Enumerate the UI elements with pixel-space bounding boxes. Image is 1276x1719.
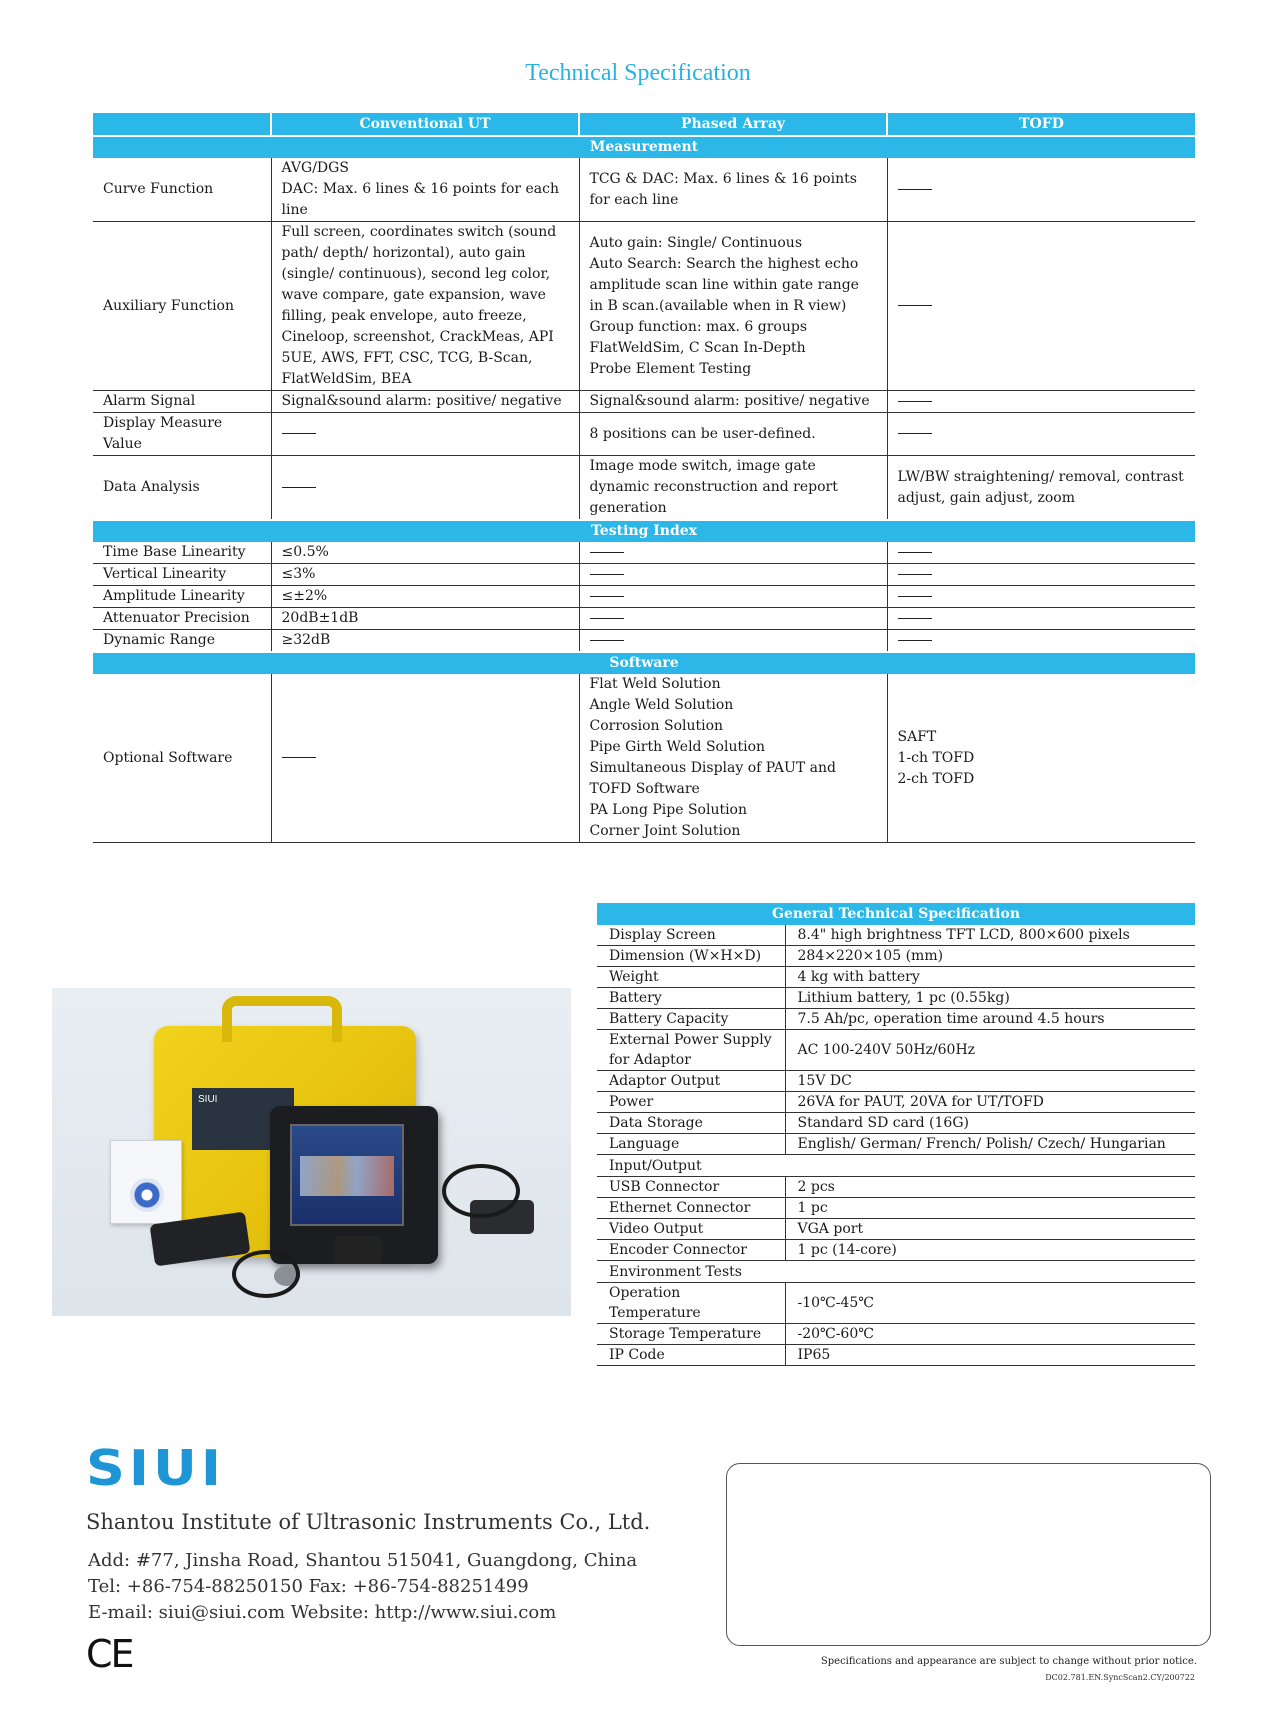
table-row [597,1134,1195,1155]
row-label [93,391,271,413]
spec-label: IP Code [597,1345,785,1366]
dash-placeholder [898,401,932,402]
spec-value: Standard SD card (16G) [785,1113,1195,1134]
cell-text: Auto gain: Single/ Continuous Auto Search: Search the highest echo amplitude scan line within gate range in B scan.(available when in R view) Group function: max. 6 groups FlatWeldSim, C Scan In-Depth Probe Element Testing [589,234,859,377]
disclaimer: Specifications and appearance are subject to change without prior notice. [820,1656,1197,1667]
cell-pa [579,158,887,222]
cell-pa [579,542,887,564]
cell-tofd [887,586,1195,608]
spec-value: IP65 [785,1345,1195,1366]
spec-table-header [93,113,1195,136]
row-label-text: Curve Function [103,181,214,197]
table-row [597,1198,1195,1219]
dash-placeholder [282,757,316,758]
cell-text: ≤0.5% [281,544,329,560]
row-label [93,608,271,630]
section-header-row [93,136,1195,158]
table-row [93,630,1195,653]
cell-tofd [887,630,1195,653]
row-label-text: Auxiliary Function [103,297,234,314]
section-header-row [93,652,1195,674]
general-table-title: General Technical Specification [597,903,1195,925]
dash-placeholder [898,574,932,575]
table-row [597,1009,1195,1030]
spec-label: USB Connector [597,1177,785,1198]
cell-ut [271,413,579,456]
table-row [597,946,1195,967]
cell-tofd [887,456,1195,521]
product-photo [52,988,571,1316]
cell-ut [271,542,579,564]
column-header [93,113,271,136]
cell-ut [271,158,579,222]
table-row [93,674,1195,843]
table-row [597,1092,1195,1113]
table-row [597,925,1195,946]
tel-fax: Tel: +86-754-88250150 Fax: +86-754-88251499 [88,1576,529,1597]
cell-ut [271,222,579,391]
page-title: Technical Specification [525,60,751,86]
spec-value: 1 pc (14-core) [785,1240,1195,1261]
dash-placeholder [590,574,624,575]
dash-placeholder [590,596,624,597]
table-row [597,988,1195,1009]
section-title: Measurement [93,136,1195,158]
dash-placeholder [898,552,932,553]
cell-pa [579,586,887,608]
case-handle [222,996,342,1042]
cell-tofd [887,413,1195,456]
table-row [93,158,1195,222]
cell-ut [271,456,579,521]
cell-text: Signal&sound alarm: positive/ negative [589,393,870,409]
spec-value: English/ German/ French/ Polish/ Czech/ Hungarian [785,1134,1195,1155]
row-label-text: Amplitude Linearity [103,588,245,604]
row-label [93,674,271,843]
dash-placeholder [590,640,624,641]
spec-value: 7.5 Ah/pc, operation time around 4.5 hours [785,1009,1195,1030]
cell-text: Image mode switch, image gate dynamic reconstruction and report generation [589,458,838,516]
row-label [93,630,271,653]
spec-label: Power [597,1092,785,1113]
spec-value: -20℃-60℃ [785,1324,1195,1345]
row-label-text: Time Base Linearity [103,544,246,560]
cell-tofd [887,158,1195,222]
case-label: SIUI [192,1088,294,1150]
dash-placeholder [282,433,316,434]
dash-placeholder [898,433,932,434]
cell-pa [579,456,887,521]
row-label-text: Attenuator Precision [103,610,250,626]
cell-pa [579,630,887,653]
row-label [93,222,271,391]
contact-info [88,1548,637,1626]
column-header: TOFD [887,113,1195,136]
dash-placeholder [590,552,624,553]
distributor-stamp-box [726,1463,1211,1646]
technical-spec-table [93,113,1195,843]
column-header: Phased Array [579,113,887,136]
row-label-text: Vertical Linearity [103,566,227,582]
dash-placeholder [898,640,932,641]
spec-value: 15V DC [785,1071,1195,1092]
cell-text: Signal&sound alarm: positive/ negative [281,393,562,409]
spec-label: Encoder Connector [597,1240,785,1261]
spec-value: 1 pc [785,1198,1195,1219]
spec-value: 284×220×105 (mm) [785,946,1195,967]
cell-ut [271,564,579,586]
cell-pa [579,608,887,630]
row-label [93,158,271,222]
spec-label: Weight [597,967,785,988]
cell-pa [579,674,887,843]
group-label: Environment Tests [597,1261,1195,1283]
cell-ut [271,630,579,653]
table-row [597,1345,1195,1366]
group-label: Input/Output [597,1155,1195,1177]
dash-placeholder [898,305,932,306]
cell-ut [271,674,579,843]
spec-label: Battery [597,988,785,1009]
table-row [597,967,1195,988]
cell-text: TCG & DAC: Max. 6 lines & 16 points for each line [589,170,857,208]
spec-value: 8.4" high brightness TFT LCD, 800×600 pixels [785,925,1195,946]
spec-label: Data Storage [597,1113,785,1134]
cell-text: SAFT 1-ch TOFD 2-ch TOFD [897,728,975,787]
cell-tofd [887,608,1195,630]
table-row [93,608,1195,630]
cell-tofd [887,542,1195,564]
row-label-text: Display Measure Value [103,415,223,452]
spec-value: VGA port [785,1219,1195,1240]
spec-label: Language [597,1134,785,1155]
section-header-row [93,520,1195,542]
table-row [597,1113,1195,1134]
cell-pa [579,564,887,586]
cell-tofd [887,391,1195,413]
cell-ut [271,586,579,608]
row-label-text: Optional Software [103,749,233,766]
cell-pa [579,391,887,413]
table-row [93,542,1195,564]
general-table-header [597,903,1195,925]
row-label [93,586,271,608]
dash-placeholder [282,487,316,488]
table-row [597,1030,1195,1071]
spec-label: Display Screen [597,925,785,946]
cell-text: AVG/DGS DAC: Max. 6 lines & 16 points for each line [281,160,560,218]
software-disc [130,1178,164,1212]
address: Add: #77, Jinsha Road, Shantou 515041, Guangdong, China [88,1550,638,1571]
ce-mark: CE [86,1632,133,1676]
cell-text: LW/BW straightening/ removal, contrast adjust, gain adjust, zoom [897,468,1184,506]
spec-label: Adaptor Output [597,1071,785,1092]
dash-placeholder [590,618,624,619]
cell-text: 8 positions can be user-defined. [589,425,816,442]
spec-value: 26VA for PAUT, 20VA for UT/TOFD [785,1092,1195,1113]
row-label [93,564,271,586]
dash-placeholder [898,618,932,619]
cell-tofd [887,674,1195,843]
table-row [597,1324,1195,1345]
cell-tofd [887,222,1195,391]
spec-label: Storage Temperature [597,1324,785,1345]
spec-value: -10℃-45℃ [785,1283,1195,1324]
dash-placeholder [898,596,932,597]
cell-text: Full screen, coordinates switch (sound path/ depth/ horizontal), auto gain (single/ continuous), second leg color, wave compare, gate expansion, wave filling, peak envelope, auto freeze, Cineloop, screenshot, CrackMeas, API 5UE, AWS, FFT, CSC, TCG, B-Scan, FlatWeldSim, BEA [281,224,557,387]
email-website: E-mail: siui@siui.com Website: http://www.siui.com [88,1602,557,1623]
cable-coil [442,1164,520,1218]
table-row [597,1240,1195,1261]
table-row [597,1219,1195,1240]
spec-label: Operation Temperature [597,1283,785,1324]
cell-ut [271,608,579,630]
column-header: Conventional UT [271,113,579,136]
general-spec-table [597,903,1195,1366]
spec-value: Lithium battery, 1 pc (0.55kg) [785,988,1195,1009]
table-row [597,1177,1195,1198]
spec-value: 4 kg with battery [785,967,1195,988]
device-screen [290,1124,404,1226]
spec-label: External Power Supply for Adaptor [597,1030,785,1071]
table-row [597,1071,1195,1092]
table-row [93,391,1195,413]
table-row [597,1283,1195,1324]
row-label [93,413,271,456]
row-label-text: Dynamic Range [103,632,216,648]
probe-block [334,1236,382,1264]
row-label-text: Alarm Signal [103,393,196,409]
row-label-text: Data Analysis [103,479,200,495]
company-name: Shantou Institute of Ultrasonic Instruments Co., Ltd. [86,1510,651,1534]
section-title: Software [93,652,1195,674]
spec-label: Video Output [597,1219,785,1240]
cell-text: Flat Weld Solution Angle Weld Solution Corrosion Solution Pipe Girth Weld Solution Simultaneous Display of PAUT and TOFD Software PA Long Pipe Solution Corner Joint Solution [589,676,836,839]
section-title: Testing Index [93,520,1195,542]
row-label [93,456,271,521]
cell-text: ≤±2% [281,588,328,604]
table-row [93,222,1195,391]
cell-tofd [887,564,1195,586]
spec-value: AC 100-240V 50Hz/60Hz [785,1030,1195,1071]
cable-coil [232,1250,300,1298]
row-label [93,542,271,564]
table-row [93,564,1195,586]
spec-label: Ethernet Connector [597,1198,785,1219]
dash-placeholder [898,189,932,190]
table-row [597,1155,1195,1177]
table-row [93,456,1195,521]
cell-text: 20dB±1dB [281,610,359,626]
table-row [93,586,1195,608]
siui-logo: SIUI [86,1440,225,1497]
cell-pa [579,222,887,391]
cell-pa [579,413,887,456]
table-row [93,413,1195,456]
cell-ut [271,391,579,413]
table-row [597,1261,1195,1283]
spec-label: Dimension (W×H×D) [597,946,785,967]
spec-value: 2 pcs [785,1177,1195,1198]
cell-text: ≥32dB [281,632,331,648]
spec-label: Battery Capacity [597,1009,785,1030]
cell-text: ≤3% [281,566,316,582]
document-code: DC02.781.EN.SyncScan2.CY/200722 [1045,1673,1195,1682]
